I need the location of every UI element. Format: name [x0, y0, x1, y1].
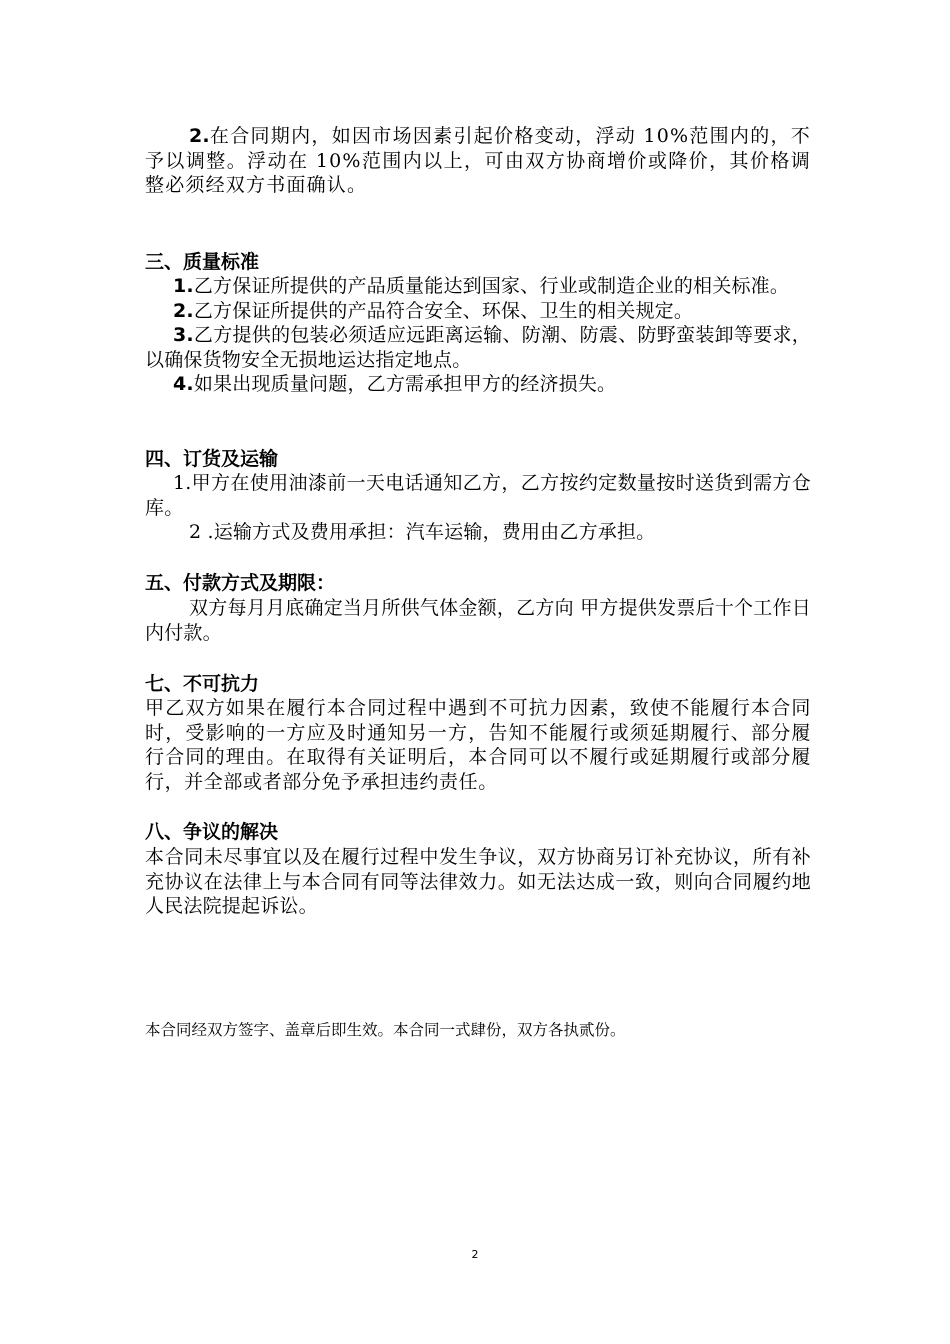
clause-number: 2.: [189, 125, 210, 147]
effective-clause-note: 本合同经双方签字、盖章后即生效。本合同一式肆份，双方各执贰份。: [145, 1021, 626, 1039]
section-ordering-body: [145, 471, 811, 545]
list-item: 2.乙方保证所提供的产品符合安全、环保、卫生的相关规定。: [173, 299, 694, 322]
section-heading-dispute: 八、争议的解决: [145, 821, 279, 843]
clause-text: 在合同期内，如因市场因素引起价格变动，浮动 10%范围内的，不予以调整。浮动在 10%范围内以上，可由双方协商增价或降价，其价格调整必须经双方书面确认。: [145, 125, 811, 196]
list-item: 2 .运输方式及费用承担：汽车运输，费用由乙方承担。: [189, 521, 656, 543]
price-adjustment-clause: [145, 124, 811, 198]
section-heading-quality: 三、质量标准: [145, 251, 260, 273]
section-heading-force-majeure: 七、不可抗力: [145, 673, 260, 695]
list-item: 3.乙方提供的包装必须适应远距离运输、防潮、防震、防野蛮装卸等要求，以确保货物安全无损地运达指定地点。: [145, 324, 811, 371]
paragraph: 甲乙双方如果在履行本合同过程中遇到不可抗力因素，致使不能履行本合同时，受影响的一方应及时通知另一方，告知不能履行或须延期履行、部分履行合同的理由。在取得有关证明后，本合同可以不履行或延期履行或部分履行，并全部或者部分免予承担违约责任。: [145, 697, 811, 793]
page-number: 2: [471, 1248, 479, 1261]
section-force-majeure-body: [145, 696, 811, 794]
list-item: 1.乙方保证所提供的产品质量能达到国家、行业或制造企业的相关标准。: [173, 275, 790, 297]
section-quality-body: [145, 274, 811, 397]
section-heading-ordering-transport: 四、订货及运输: [145, 448, 279, 470]
section-dispute-body: [145, 845, 811, 919]
paragraph: 本合同未尽事宜以及在履行过程中发生争议，双方协商另订补充协议，所有补充协议在法律上与本合同有同等法律效力。如无法达成一致，则向合同履约地人民法院提起诉讼。: [145, 846, 811, 917]
section-payment-body: [145, 596, 811, 645]
list-item: 4.如果出现质量问题，乙方需承担甲方的经济损失。: [173, 373, 617, 395]
list-item: 1.甲方在使用油漆前一天电话通知乙方，乙方按约定数量按时送货到需方仓库。: [145, 472, 811, 519]
paragraph: 双方每月月底确定当月所供气体金额，乙方向 甲方提供发票后十个工作日内付款。: [145, 597, 811, 644]
section-heading-payment: 五、付款方式及期限：: [145, 572, 336, 594]
